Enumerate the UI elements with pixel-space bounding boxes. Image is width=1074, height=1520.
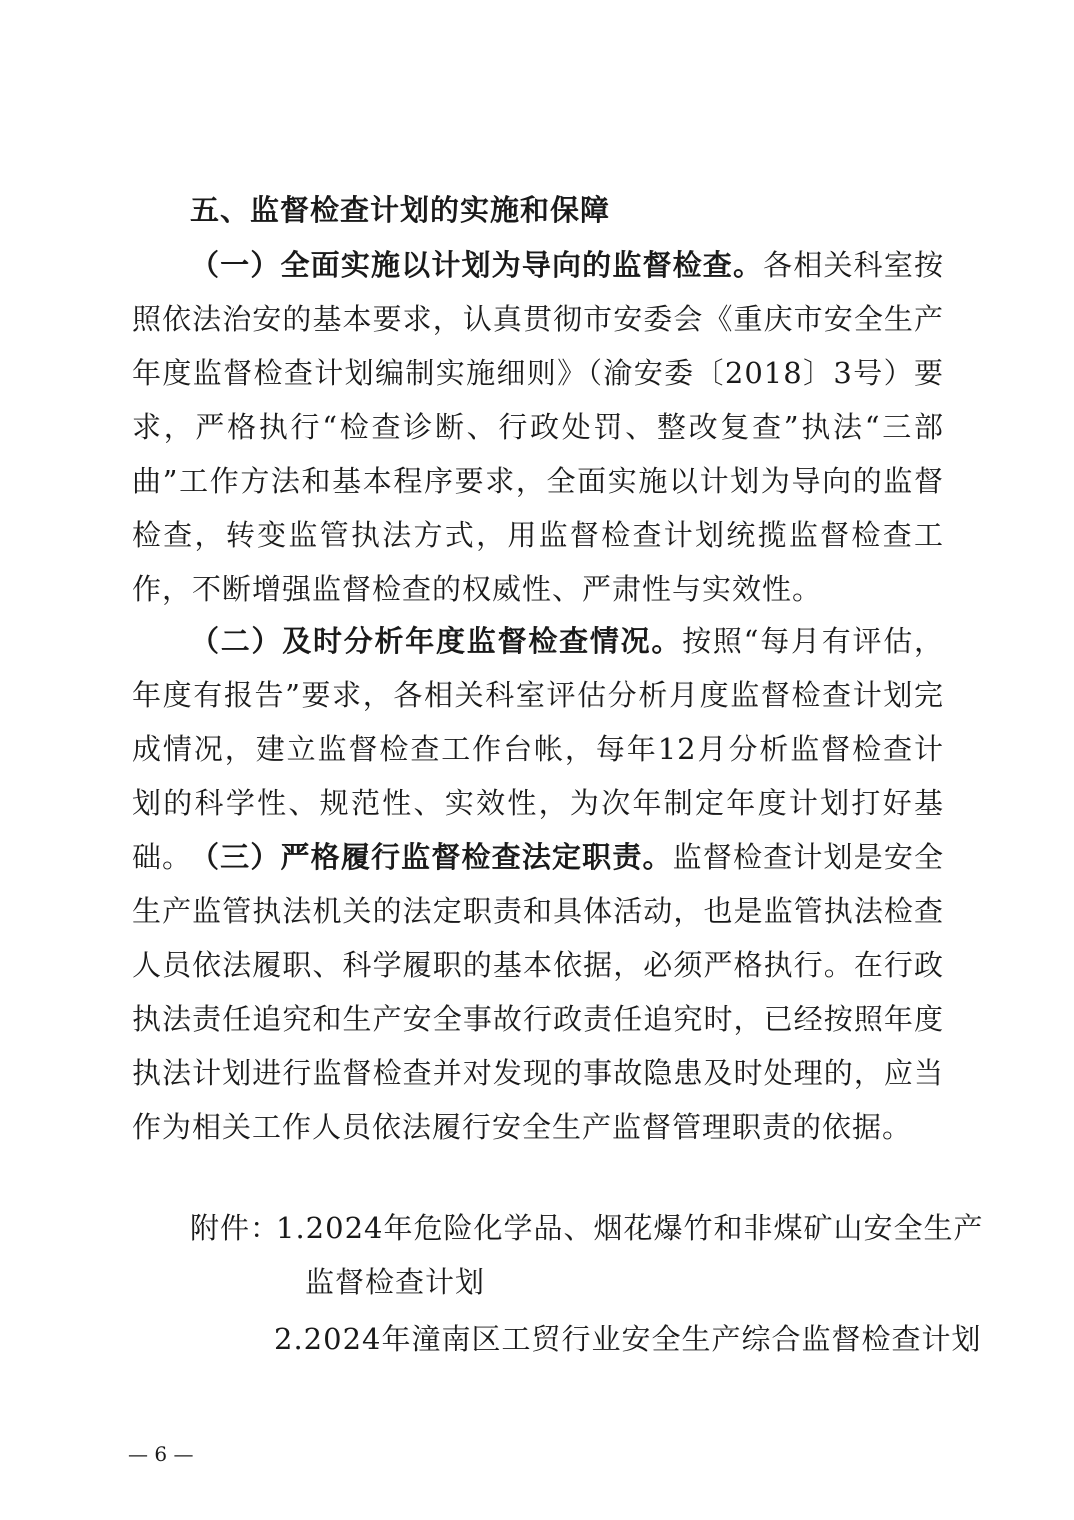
page-number: — 6 — [128, 1442, 194, 1466]
paragraph-lead: （三）严格履行监督检查法定职责。 [190, 840, 673, 874]
attachment-item-1: 1.2024年危险化学品、烟花爆竹和非煤矿山安全生产 [276, 1211, 984, 1245]
paragraph-lead: （二）及时分析年度监督检查情况。 [190, 624, 683, 658]
paragraph-body: 按照“每月有评估，年度有报告”要求，各相关科室评估分析月度监督检查计划完成情况，建立监督检查工作台帐，每年12月分析监督检查计划的科学性、规范性、实效性，为次年制定年度计划打好基础。 [132, 624, 944, 874]
paragraph-lead: （一）全面实施以计划为导向的监督检查。 [190, 248, 764, 282]
paragraph-body: 各相关科室按照依法治安的基本要求，认真贯彻市安委会《重庆市安全生产年度监督检查计划编制实施细则》（渝安委〔2018〕3号）要求，严格执行“检查诊断、行政处罚、整改复查”执法“三部曲”工作方法和基本程序要求，全面实施以计划为导向的监督检查，转变监管执法方式，用监督检查计划统揽监督检查工作，不断增强监督检查的权威性、严肃性与实效性。 [132, 248, 944, 606]
attachment-item-2: 2.2024年潼南区工贸行业安全生产综合监督检查计划 [274, 1322, 982, 1356]
paragraph-body: 监督检查计划是安全生产监管执法机关的法定职责和具体活动，也是监管执法检查人员依法履职、科学履职的基本依据，必须严格执行。在行政执法责任追究和生产安全事故行政责任追究时，已经按照年度执法计划进行监督检查并对发现的事故隐患及时处理的，应当作为相关工作人员依法履行安全生产监督管理职责的依据。 [132, 840, 944, 1144]
paragraph-implementation [132, 238, 944, 616]
attachment-item-1-continued: 监督检查计划 [305, 1265, 486, 1299]
paragraph-statutory-duties [132, 830, 944, 1154]
attachments-label: 附件： [190, 1211, 281, 1245]
section-heading: 五、监督检查计划的实施和保障 [190, 193, 611, 227]
